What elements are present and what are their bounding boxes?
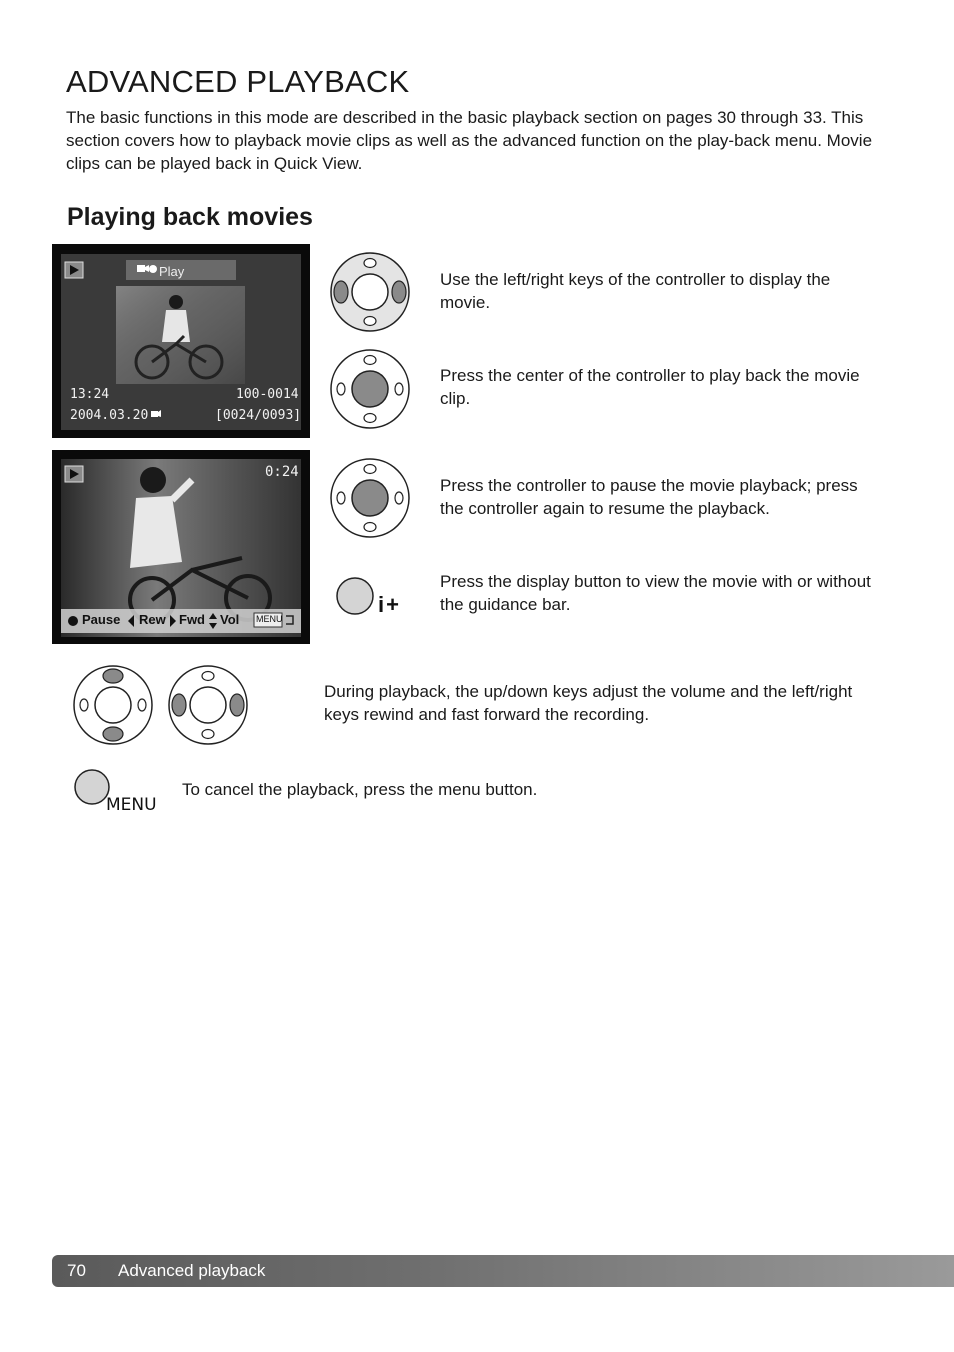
step-text-1: Use the left/right keys of the controller to display the movie. bbox=[440, 270, 831, 312]
frame-counter: [0024/0093] bbox=[215, 408, 302, 423]
guide-fwd: Fwd bbox=[179, 612, 205, 627]
camera-screen-movie-playback bbox=[52, 450, 310, 644]
step-text-4: Press the display button to view the movie with or without the guidance bar. bbox=[440, 572, 871, 614]
step-text-3: Press the controller to pause the movie playback; press the controller again to resume the playback. bbox=[440, 476, 858, 518]
guide-pause: Pause bbox=[82, 612, 121, 627]
elapsed-time: 0:24 bbox=[265, 464, 299, 480]
guide-rew: Rew bbox=[139, 612, 166, 627]
controller-center-icon bbox=[330, 458, 412, 540]
small-movie-icon bbox=[151, 410, 161, 417]
intro-paragraph: The basic functions in this mode are described in the basic playback section on pages 30 through 33. This section covers how to playback movie clips as well as the advanced function on the play-back menu. Movie clips can be played back in Quick View. bbox=[66, 108, 873, 173]
footer-section-title: Advanced playback bbox=[118, 1261, 266, 1280]
page-title: ADVANCED PLAYBACK bbox=[66, 64, 410, 99]
guide-vol: Vol bbox=[220, 612, 240, 627]
section-heading: Playing back movies bbox=[67, 203, 313, 231]
file-number-readout: 100-0014 bbox=[236, 387, 299, 402]
step-text-2: Press the center of the controller to play back the movie clip. bbox=[440, 366, 860, 408]
movie-camera-icon bbox=[137, 265, 149, 272]
camera-screen-quick-view bbox=[52, 244, 310, 438]
menu-button-label: MENU bbox=[106, 795, 157, 815]
playback-mode-icon bbox=[65, 466, 83, 482]
play-label: Play bbox=[159, 264, 185, 279]
movie-thumbnail bbox=[116, 286, 245, 384]
controller-left-right-icon bbox=[330, 252, 412, 334]
step-text-5: During playback, the up/down keys adjust the volume and the left/right keys rewind and fast forward the recording. bbox=[324, 682, 853, 724]
pause-dot-icon bbox=[68, 616, 78, 626]
display-button-icon bbox=[335, 576, 375, 616]
date-readout: 2004.03.20 bbox=[70, 408, 149, 423]
footer-bar bbox=[52, 1255, 954, 1287]
controller-center-icon bbox=[330, 349, 412, 431]
controller-up-down-icon bbox=[72, 664, 156, 748]
playback-mode-icon bbox=[65, 262, 83, 278]
time-readout: 13:24 bbox=[70, 387, 110, 402]
controller-left-right-icon bbox=[167, 664, 251, 748]
step-text-6: To cancel the playback, press the menu button. bbox=[182, 780, 538, 799]
page-number: 70 bbox=[67, 1261, 86, 1280]
play-dot-icon bbox=[149, 265, 157, 273]
guide-menu: MENU bbox=[256, 614, 283, 624]
display-button-label: i+ bbox=[378, 592, 401, 617]
